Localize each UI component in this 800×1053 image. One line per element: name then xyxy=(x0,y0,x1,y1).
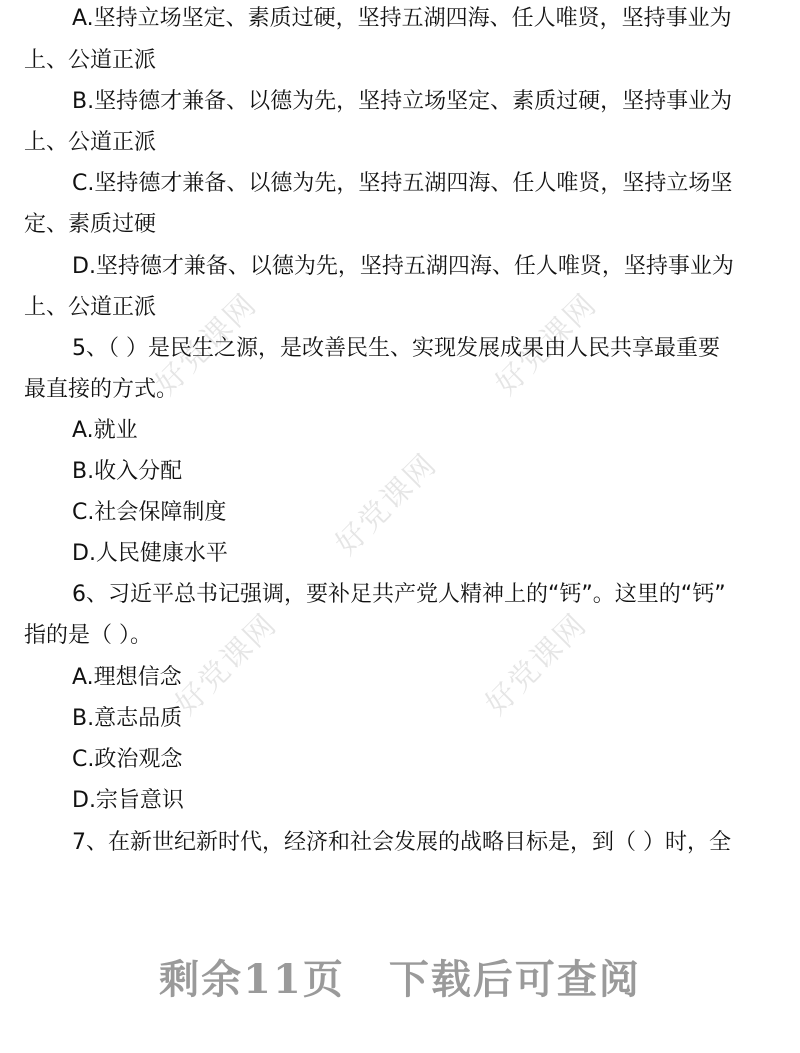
q4-option-a-line2: 上、公道正派 xyxy=(24,48,157,73)
q5-stem-line2: 最直接的方式。 xyxy=(24,377,179,402)
q5-option-b: B.收入分配 xyxy=(72,459,183,484)
q6-stem-line1: 6、习近平总书记强调，要补足共产党人精神上的“钙”。这里的“钙” xyxy=(72,582,726,607)
q6-option-c: C.政治观念 xyxy=(72,747,183,772)
q5-option-c: C.社会保障制度 xyxy=(72,500,227,525)
q6-option-a: A.理想信念 xyxy=(72,665,182,690)
remaining-pages-text: 剩余11页 xyxy=(159,956,345,1003)
q4-option-c-line2: 定、素质过硬 xyxy=(24,212,157,237)
q4-option-d-line1: D.坚持德才兼备、以德为先，坚持五湖四海、任人唯贤，坚持事业为 xyxy=(72,254,734,279)
watermark: 好党课网 xyxy=(148,286,265,403)
q7-stem-line1: 7、在新世纪新时代，经济和社会发展的战略目标是，到（ ）时，全 xyxy=(72,830,731,855)
remaining-pages-banner[interactable] xyxy=(0,948,800,1004)
q4-option-b-line1: B.坚持德才兼备、以德为先，坚持立场坚定、素质过硬，坚持事业为 xyxy=(72,89,733,114)
q5-option-d: D.人民健康水平 xyxy=(72,541,228,566)
watermark: 好党课网 xyxy=(328,446,445,563)
q5-option-a: A.就业 xyxy=(72,418,138,443)
q6-option-d: D.宗旨意识 xyxy=(72,788,184,813)
q5-stem-line1: 5、（ ）是民生之源，是改善民生、实现发展成果由人民共享最重要 xyxy=(72,336,720,361)
watermark: 好党课网 xyxy=(488,286,605,403)
q4-option-a-line1: A.坚持立场坚定、素质过硬，坚持五湖四海、任人唯贤，坚持事业为 xyxy=(72,6,732,31)
q6-stem-line2: 指的是（ ）。 xyxy=(24,623,152,648)
watermark: 好党课网 xyxy=(478,606,595,723)
watermark: 好党课网 xyxy=(168,606,285,723)
q4-option-c-line1: C.坚持德才兼备、以德为先，坚持五湖四海、任人唯贤，坚持立场坚 xyxy=(72,171,733,196)
download-hint-text: 下载后可查阅 xyxy=(388,956,641,1003)
q4-option-b-line2: 上、公道正派 xyxy=(24,130,157,155)
q6-option-b: B.意志品质 xyxy=(72,706,183,731)
q4-option-d-line2: 上、公道正派 xyxy=(24,295,157,320)
